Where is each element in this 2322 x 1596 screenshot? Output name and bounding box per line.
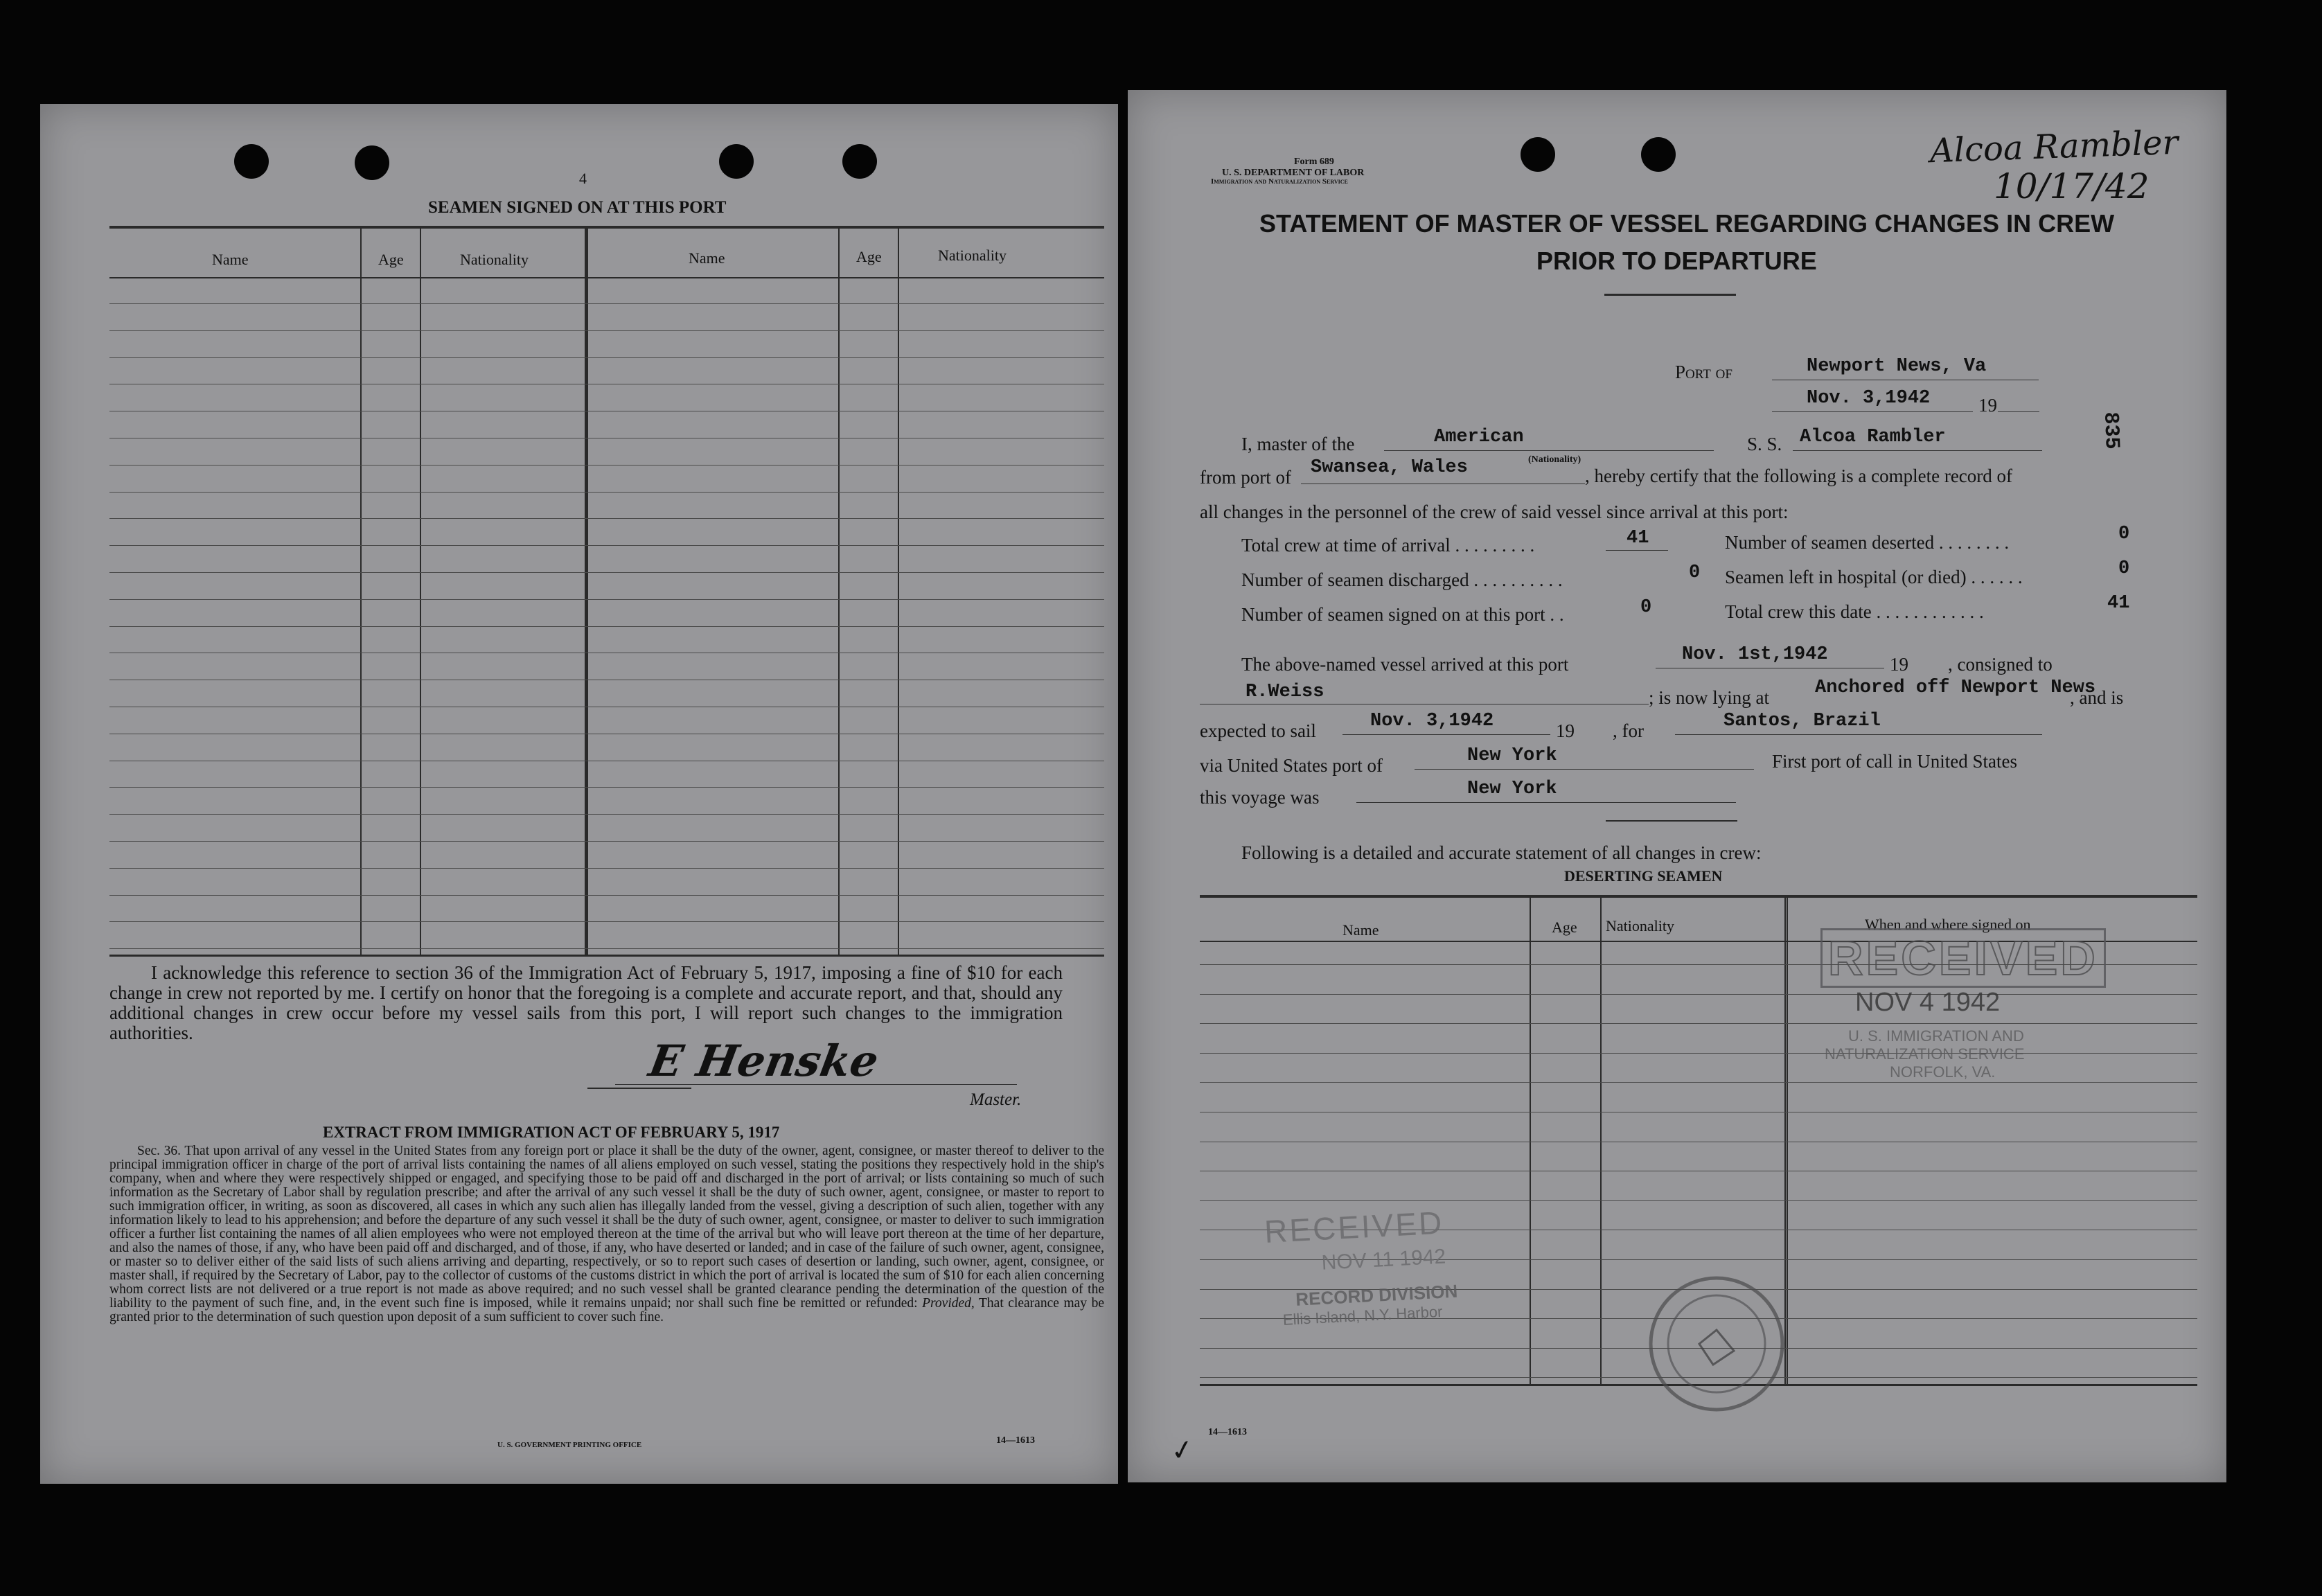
- form-title: STATEMENT OF MASTER OF VESSEL REGARDING CHANGES IN CREW: [1259, 209, 2115, 238]
- voyage-label: this voyage was: [1200, 787, 1320, 808]
- certify-text-2: all changes in the personnel of the crew of said vessel since arrival at this port:: [1200, 502, 1789, 522]
- table-row: [109, 814, 1104, 815]
- column-header: Age: [856, 248, 882, 265]
- table-row: [109, 357, 1104, 358]
- table-row: [109, 841, 1104, 842]
- table-row: [109, 626, 1104, 627]
- check-mark: ✓: [1168, 1433, 1197, 1468]
- form-subtitle: PRIOR TO DEPARTURE: [1536, 247, 1817, 275]
- stamp-number: 835: [2098, 411, 2123, 450]
- statute-body: That upon arrival of any vessel in the United States from any foreign port or place it shall be the duty of the owner, agent, consignee, or master thereof to deliver to the principal immigration officer in charge of the port of arrival lists containing the names of all aliens employed on such vessel, stating the positions they respectively hold in the ship's company, when and where they were respectively shipped or engaged, and specifying those to be paid off and discharged in the port of arrival; or lists containing so much of such information as the Secretary of Labor shall by regulation prescribe; and after the arrival of any such vessel it shall be the duty of such owner, agent, consignee, or master to report to such immigration officer, in writing, as soon as discovered, all cases in which any such alien has illegally landed from the vessel, giving a description of such alien, together with any information likely to lead to his apprehension; and before the departure of any such vessel it shall be the duty of such owner, agent, consignee, or master to deliver to such immigration officer a further list containing the names of all alien employees who were not employed thereon at the time of the arrival but who will leave port thereon at the time of her departure, and also the names of those, if any, who have been paid off and discharged, and of those, if any, who have deserted or landed; and in case of the failure of such owner, agent, consignee, or master so to deliver either of the said lists of such aliens arriving and departing, respectively, or so to report such cases of desertion or landing, such owner, agent, consignee, or master shall, if required by the Secretary of Labor, pay to the collector of customs of the customs district in which the port of arrival is located the sum of $10 for each alien concerning whom correct lists are not delivered or a true report is not made as above required; and no such vessel shall be granted clearance pending the determination of the question of the liability to the payment of such fine, and, in the event such fine is imposed, while it remains unpaid; nor shall such fine be remitted or refunded:: [109, 1144, 1104, 1311]
- signature-role: Master.: [970, 1090, 1022, 1109]
- port-value[interactable]: Newport News, Va: [1807, 356, 1987, 377]
- table-row: [1200, 1082, 2197, 1083]
- expected-label: expected to sail: [1200, 720, 1316, 741]
- total-crew-date-label: Total crew this date . . . . . . . . . . . .: [1725, 601, 1984, 622]
- total-crew-arrival-label: Total crew at time of arrival . . . . . . . . .: [1241, 535, 1535, 556]
- hospital-value[interactable]: 0: [2118, 558, 2130, 579]
- desert-column-header: Name: [1342, 921, 1379, 939]
- stamp-date: NOV 4 1942: [1855, 988, 2001, 1017]
- stamp-org: RECORD DIVISION: [1295, 1280, 1458, 1310]
- received-stamp-ellis-island: [1264, 1198, 1560, 1330]
- table-row: [109, 518, 1104, 519]
- statute-section: Sec. 36.: [137, 1144, 181, 1158]
- stamp-org: Ellis Island, N.Y. Harbor: [1282, 1302, 1444, 1329]
- signature: E Henske: [645, 1036, 883, 1086]
- form-number: Form 689: [1294, 157, 1334, 167]
- stamp-title: RECEIVED: [1263, 1204, 1445, 1250]
- total-crew-date-value[interactable]: 41: [2107, 593, 2130, 614]
- statute-text: [109, 1144, 1104, 1324]
- table-row: [109, 465, 1104, 466]
- statute-end: That clearance may be granted prior to the determination of such question upon deposit of a sum sufficient to cover such fine.: [109, 1296, 1105, 1324]
- stamp-org: U. S. IMMIGRATION AND: [1848, 1027, 2024, 1045]
- table-row: [109, 787, 1104, 788]
- page-number: 4: [579, 170, 587, 187]
- punch-hole: [234, 144, 269, 179]
- acknowledgment: I acknowledge this reference to section 36 of the Immigration Act of February 5, 1917, imposing a fine of $10 for each change in crew not reported by me. I certify on honor that the foregoing is a complete and accurate report, and that, should any additional changes in crew occur before my vessel sails from this port, I will report such changes to the immigration authorities.: [109, 962, 1063, 1043]
- table-row: [109, 868, 1104, 869]
- from-port-value[interactable]: Swansea, Wales: [1311, 457, 1468, 478]
- lying-label: ; is now lying at: [1649, 687, 1769, 708]
- stamp-title: RECEIVED: [1820, 928, 2106, 988]
- received-stamp-norfolk: [1820, 928, 2139, 1081]
- deserted-value[interactable]: 0: [2118, 524, 2130, 544]
- statute-provided: Provided,: [922, 1296, 975, 1311]
- extract-title: EXTRACT FROM IMMIGRATION ACT OF FEBRUARY 5, 1917: [323, 1124, 780, 1141]
- destination-value[interactable]: Santos, Brazil: [1723, 711, 1881, 732]
- master-label: I, master of the: [1241, 434, 1355, 454]
- first-port-label: First port of call in United States: [1772, 751, 2017, 772]
- table-row: [1200, 1200, 2197, 1201]
- desert-column-header: Age: [1552, 919, 1577, 936]
- port-label: Port of: [1675, 362, 1732, 382]
- vessel-value[interactable]: Alcoa Rambler: [1800, 427, 1946, 447]
- table-row: [109, 572, 1104, 573]
- hospital-label: Seamen left in hospital (or died) . . . . . .: [1725, 567, 2023, 587]
- punch-hole: [1641, 137, 1676, 172]
- arrived-value[interactable]: Nov. 1st,1942: [1682, 644, 1828, 665]
- punch-hole: [355, 145, 389, 180]
- punch-hole: [1521, 137, 1555, 172]
- desert-column-header: When and where signed on: [1865, 916, 2031, 933]
- discharged-value[interactable]: 0: [1689, 562, 1701, 583]
- table-row: [109, 948, 1104, 949]
- table-row: [109, 599, 1104, 600]
- desert-column-header: Nationality: [1606, 917, 1674, 934]
- arrived-year: 19: [1890, 654, 1908, 675]
- service: Immigration and Naturalization Service: [1211, 177, 1348, 186]
- discharged-label: Number of seamen discharged . . . . . . . . . .: [1241, 569, 1563, 590]
- following-text: Following is a detailed and accurate statement of all changes in crew:: [1241, 842, 1762, 863]
- date-value[interactable]: Nov. 3,1942: [1807, 388, 1931, 409]
- column-header: Nationality: [938, 247, 1007, 264]
- handwritten-vessel-name: Alcoa Rambler: [1929, 123, 2179, 171]
- arrived-label: The above-named vessel arrived at this port: [1241, 654, 1569, 675]
- signed-on-value[interactable]: 0: [1640, 597, 1652, 618]
- voyage-value[interactable]: New York: [1467, 779, 1557, 799]
- stamp-org: NORFOLK, VA.: [1890, 1063, 1996, 1081]
- punch-hole: [842, 144, 877, 179]
- punch-hole: [719, 144, 754, 179]
- for-label: , for: [1613, 720, 1644, 741]
- signed-on-label: Number of seamen signed on at this port . .: [1241, 604, 1564, 625]
- total-crew-arrival-value[interactable]: 41: [1627, 528, 1649, 549]
- stamp-org: NATURALIZATION SERVICE: [1825, 1045, 2025, 1063]
- printer-imprint: U. S. GOVERNMENT PRINTING OFFICE: [497, 1441, 642, 1449]
- via-label: via United States port of: [1200, 755, 1383, 776]
- table-row: [109, 895, 1104, 896]
- right-page: [1128, 90, 2226, 1482]
- table-row: [109, 921, 1104, 922]
- expected-year: 19: [1556, 720, 1575, 741]
- table-row: [109, 303, 1104, 304]
- ss-label: S. S.: [1747, 434, 1782, 454]
- column-header: Age: [378, 251, 404, 268]
- department: U. S. DEPARTMENT OF LABOR: [1222, 168, 1365, 178]
- certify-text: , hereby certify that the following is a complete record of: [1585, 466, 2013, 486]
- table-row: [109, 330, 1104, 331]
- deserted-label: Number of seamen deserted . . . . . . . .: [1725, 532, 2010, 553]
- table-row: [109, 545, 1104, 546]
- via-value[interactable]: New York: [1467, 745, 1557, 766]
- from-port-label: from port of: [1200, 467, 1291, 488]
- handwritten-date: 10/17/42: [1994, 166, 2150, 206]
- column-header: Name: [212, 251, 249, 268]
- nationality-value[interactable]: American: [1434, 427, 1524, 447]
- nationality-note: (Nationality): [1528, 454, 1581, 465]
- column-header: Name: [689, 249, 725, 267]
- left-page: [40, 104, 1118, 1484]
- year-prefix: 19: [1978, 395, 1997, 416]
- expected-value[interactable]: Nov. 3,1942: [1370, 711, 1494, 732]
- column-header: Nationality: [460, 251, 529, 268]
- form-code: 14—1613: [996, 1435, 1035, 1446]
- stamp-date: NOV 11 1942: [1320, 1245, 1446, 1275]
- form-code: 14—1613: [1208, 1427, 1247, 1437]
- table-row: [109, 492, 1104, 493]
- lying-value[interactable]: Anchored off Newport News: [1815, 677, 2096, 698]
- section-title: SEAMEN SIGNED ON AT THIS PORT: [428, 198, 727, 217]
- consignee-value[interactable]: R.Weiss: [1246, 682, 1324, 702]
- and-is-label: , and is: [2070, 687, 2124, 708]
- consigned-label: , consigned to: [1948, 654, 2053, 675]
- round-seal: [1627, 1268, 1807, 1420]
- deserting-title: DESERTING SEAMEN: [1564, 867, 1723, 885]
